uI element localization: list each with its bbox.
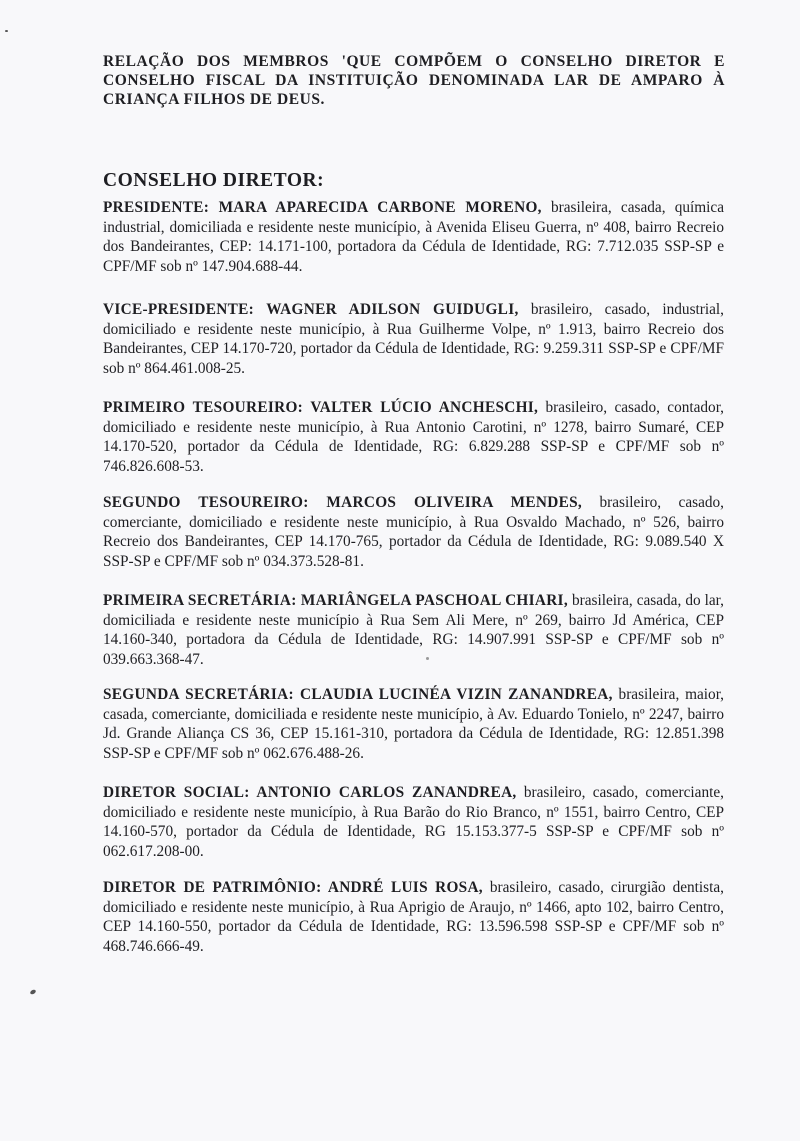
- member-role-name: VICE-PRESIDENTE: WAGNER ADILSON GUIDUGLI,: [103, 301, 519, 318]
- member-second-treasurer: [103, 493, 724, 571]
- member-details: brasileira, maior, casada, comerciante, domiciliada e residente neste município, à Av. Eduardo Tonielo, nº 2247, bairro Jd. Grande Aliança CS 36, CEP 15.161-310, portadora da Cédula de Identidade, RG: 12.851.398 SSP-SP e CPF/MF sob nº 062.676.488-26.: [103, 686, 724, 762]
- member-vice-president: [103, 300, 724, 378]
- scan-speck: [29, 989, 36, 995]
- section-title: CONSELHO DIRETOR:: [103, 170, 325, 191]
- member-details: brasileira, casada, do lar, domiciliada e residente neste município à Rua Sem Ali Mere, nº 269, bairro Jd América, CEP 14.160-340, portadora da Cédula de Identidade, RG: 14.907.991 SSP-SP e CPF/MF sob nº 039.663.368-47.: [103, 592, 724, 668]
- scan-speck: [5, 30, 8, 32]
- scan-speck: [426, 657, 429, 660]
- member-second-secretary: [103, 685, 724, 763]
- member-details: brasileira, casada, química industrial, domiciliada e residente neste município, à Avenida Eliseu Guerra, nº 408, bairro Recreio dos Bandeirantes, CEP: 14.171-100, portadora da Cédula de Identidade, RG: 7.712.035 SSP-SP e CPF/MF sob nº 147.904.688-44.: [103, 199, 724, 275]
- member-role-name: SEGUNDA SECRETÁRIA: CLAUDIA LUCINÉA VIZIN ZANANDREA,: [103, 686, 613, 703]
- member-details: brasileiro, casado, comerciante, domiciliado e residente neste município, à Rua Barão do Rio Branco, nº 1551, bairro Centro, CEP 14.160-570, portador da Cédula de Identidade, RG 15.153.377-5 SSP-SP e CPF/MF sob nº 062.617.208-00.: [103, 784, 724, 860]
- document-header: RELAÇÃO DOS MEMBROS 'QUE COMPÕEM O CONSELHO DIRETOR E CONSELHO FISCAL DA INSTITUIÇÃO DENOMINADA LAR DE AMPARO À CRIANÇA FILHOS DE DEUS.: [103, 53, 725, 108]
- member-role-name: SEGUNDO TESOUREIRO: MARCOS OLIVEIRA MENDES,: [103, 494, 583, 511]
- member-first-secretary: [103, 591, 724, 669]
- member-details: brasileiro, casado, contador, domiciliado e residente neste município, à Rua Antonio Carotini, nº 1278, bairro Sumaré, CEP 14.170-520, portador da Cédula de Identidade, RG: 6.829.288 SSP-SP e CPF/MF sob nº 746.826.608-53.: [103, 399, 725, 475]
- member-first-treasurer: [103, 398, 724, 476]
- member-details: brasileiro, casado, comerciante, domiciliado e residente neste município, à Rua Osvaldo Machado, nº 526, bairro Recreio dos Bandeirantes, CEP 14.170-765, portador da Cédula de Identidade, RG: 9.089.540 X SSP-SP e CPF/MF sob nº 034.373.528-81.: [103, 494, 724, 570]
- member-role-name: PRIMEIRO TESOUREIRO: VALTER LÚCIO ANCHESCHI,: [103, 399, 539, 416]
- member-patrimony-director: [103, 878, 724, 956]
- member-details: brasileiro, casado, cirurgião dentista, domiciliado e residente neste município, à Rua Aprigio de Araujo, nº 1466, apto 102, bairro Centro, CEP 14.160-550, portador da Cédula de Identidade, RG: 13.596.598 SSP-SP e CPF/MF sob nº 468.746.666-49.: [103, 879, 724, 955]
- member-role-name: DIRETOR SOCIAL: ANTONIO CARLOS ZANANDREA,: [103, 784, 517, 801]
- member-role-name: PRESIDENTE: MARA APARECIDA CARBONE MORENO,: [103, 199, 542, 216]
- member-social-director: [103, 783, 724, 861]
- member-details: brasileiro, casado, industrial, domiciliado e residente neste município, à Rua Guilherme Volpe, nº 1.913, bairro Recreio dos Bandeirantes, CEP 14.170-720, portador da Cédula de Identidade, RG: 9.259.311 SSP-SP e CPF/MF sob nº 864.461.008-25.: [103, 301, 724, 377]
- member-role-name: DIRETOR DE PATRIMÔNIO: ANDRÉ LUIS ROSA,: [103, 879, 483, 896]
- member-president: [103, 198, 724, 276]
- member-role-name: PRIMEIRA SECRETÁRIA: MARIÂNGELA PASCHOAL CHIARI,: [103, 592, 568, 609]
